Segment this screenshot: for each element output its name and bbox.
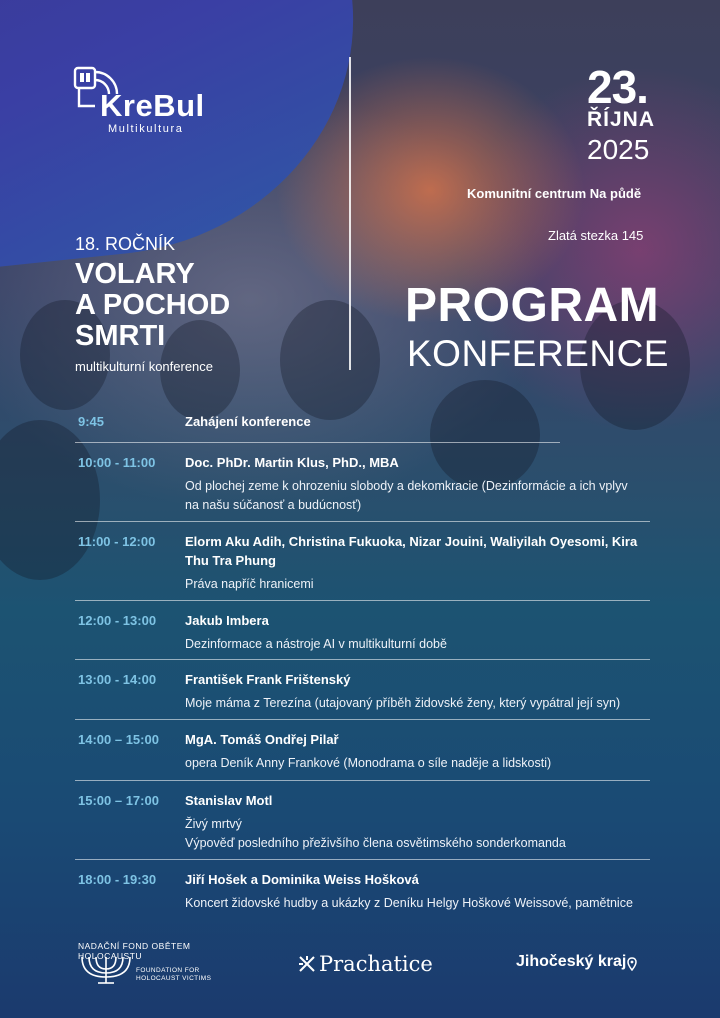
logo-subtitle: Multikultura [108,123,184,135]
schedule-speaker: Zahájení konference [185,414,311,429]
schedule-row [75,601,650,660]
schedule-description: opera Deník Anny Frankové (Monodrama o síle naděje a lidskosti) [185,756,552,770]
event-title [75,259,230,352]
schedule-row [75,443,650,522]
schedule-description: Moje máma z Terezína (utajovaný příběh židovské ženy, který vypátral její syn) [185,696,621,710]
schedule-row [75,860,650,920]
program-subheading: KONFERENCE [407,333,669,374]
jihocesky-kraj-logo: Jihočeský kraj [516,953,627,970]
event-subtitle: multikulturní konference [75,359,214,374]
date-day: 23. [587,61,648,113]
event-title-line: VOLARY [75,258,195,290]
nfoh-english-name: FOUNDATION FOR HOLOCAUST VICTIMS [136,967,212,982]
schedule-description: Dezinformace a nástroje AI v multikulturní době [185,637,447,651]
schedule-speaker: Jakub Imbera [185,613,269,628]
map-pin-icon [627,957,637,971]
schedule-time: 10:00 - 11:00 [78,455,156,470]
schedule-speaker: Doc. PhDr. Martin Klus, PhD., MBA [185,455,399,470]
date-month: ŘÍJNA [587,108,656,131]
edition-label: 18. ROČNÍK [75,234,176,254]
nfoh-name: NADAČNÍ FOND OBĚTEM HOLOCAUSTU [78,941,191,961]
schedule-speaker: Stanislav Motl [185,793,273,808]
schedule-description: Koncert židovské hudby a ukázky z Deníku Helgy Hoškové Weissové, pamětnice [185,896,633,910]
logo-blob-shape [0,0,376,271]
prachatice-crest-icon [297,954,317,974]
schedule-description: Živý mrtvý [185,817,242,831]
menorah-logo-icon [78,953,134,987]
event-title-line: SMRTI [75,320,166,352]
schedule-description: Výpověď posledního přeživšího člena osvětimského sonderkomanda [185,836,566,850]
venue-name: Komunitní centrum Na půdě [467,186,642,201]
header-divider [349,57,351,370]
schedule-list [75,410,650,920]
schedule-time: 9:45 [78,414,105,429]
schedule-row [75,410,560,443]
schedule-time: 18:00 - 19:30 [78,872,157,887]
schedule-time: 13:00 - 14:00 [78,672,157,687]
background-silhouette [280,300,380,420]
schedule-row [75,781,650,860]
venue-address: Zlatá stezka 145 [548,228,644,243]
schedule-description: Práva napříč hranicemi [185,577,314,591]
schedule-row [75,522,650,601]
schedule-row [75,720,650,781]
schedule-time: 12:00 - 13:00 [78,613,157,628]
prachatice-logo: Prachatice [319,952,433,976]
schedule-speaker: MgA. Tomáš Ondřej Pilař [185,732,339,747]
event-title-line: A POCHOD [75,289,231,321]
schedule-speaker: Elorm Aku Adih, Christina Fukuoka, Nizar Jouini, Waliyilah Oyesomi, Kira Thu Tra Phung [185,534,638,568]
logo-name: KreBul [100,88,205,123]
program-heading: PROGRAM [405,279,660,332]
schedule-time: 14:00 – 15:00 [78,732,159,747]
schedule-speaker: František Frank Frištenský [185,672,351,687]
date-year: 2025 [587,134,650,165]
schedule-speaker: Jiří Hošek a Dominika Weiss Hošková [185,872,419,887]
schedule-description: Od plochej zeme k ohrozeniu slobody a dekomkracie (Dezinformácie a ich vplyv na našu súčanosť a budúcnosť) [185,479,628,512]
schedule-row [75,660,650,720]
schedule-time: 15:00 – 17:00 [78,793,159,808]
schedule-time: 11:00 - 12:00 [78,534,156,549]
